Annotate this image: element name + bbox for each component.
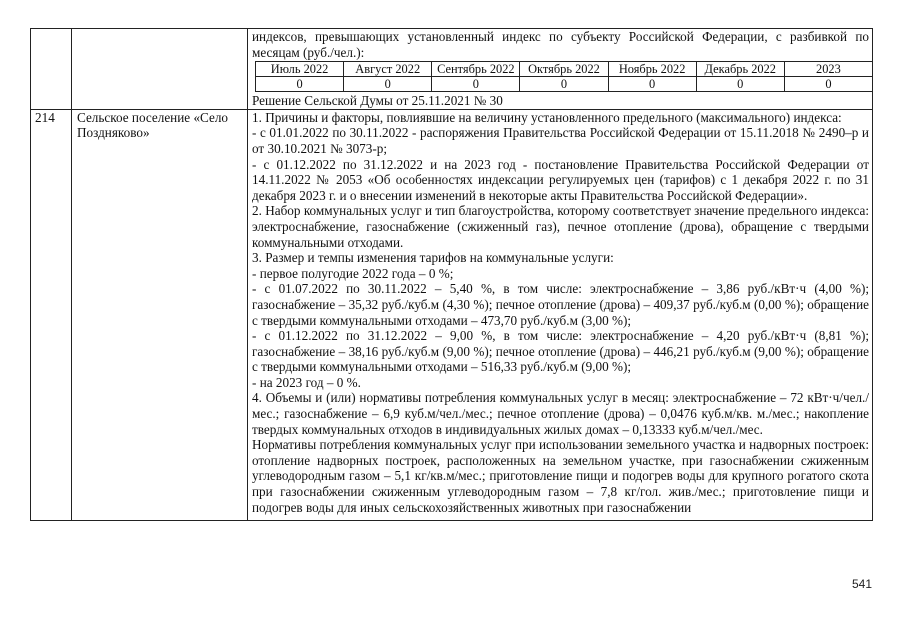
paragraph-reasons-period-1: - с 01.01.2022 по 30.11.2022 - распоряжения Правительства Российской Федерации от 15.11.2018 № 2490–р и от 30.10.2021 № 3073-р; bbox=[252, 125, 869, 156]
month-value: 0 bbox=[432, 77, 520, 92]
row-number: 214 bbox=[31, 109, 72, 520]
paragraph-services-set: 2. Набор коммунальных услуг и тип благоустройства, которому соответствует значение предельного индекса: электроснабжение, газоснабжение (сжиженный газ), печное отопление (дрова), обращение с твердыми коммунальными отходами. bbox=[252, 203, 869, 250]
paragraph-tariffs-heading: 3. Размер и темпы изменения тарифов на коммунальные услуги: bbox=[252, 250, 614, 266]
month-value: 0 bbox=[520, 77, 608, 92]
paragraph-reasons-heading: 1. Причины и факторы, повлиявшие на величину установленного предельного (максимального) индекса: bbox=[252, 109, 842, 125]
table-row-continuation bbox=[31, 29, 873, 110]
month-header: Июль 2022 bbox=[256, 62, 344, 77]
cell-bottom-spacer bbox=[252, 515, 869, 520]
paragraph-tariffs-dec-2022: - с 01.12.2022 по 31.12.2022 – 9,00 %, в том числе: электроснабжение – 4,20 руб./кВт·ч (8,81 %); газоснабжение – 38,16 руб./куб.м (9,00 %); печное отопление (дрова) – 446,21 руб./куб.м (9,00 %); обращение с твердыми коммунальными отходами – 516,33 руб./куб.м (9,00 %); bbox=[252, 328, 869, 375]
paragraph-tariffs-h1-2022: - первое полугодие 2022 года – 0 %; bbox=[252, 265, 454, 281]
month-value: 0 bbox=[784, 77, 872, 92]
table-row-214 bbox=[31, 109, 873, 520]
months-value-row bbox=[256, 77, 873, 92]
month-header: 2023 bbox=[784, 62, 872, 77]
paragraph-consumption-volumes: 4. Объемы и (или) нормативы потребления коммунальных услуг в месяц: электроснабжение – 72 кВт·ч/чел./мес.; газоснабжение – 6,9 куб.м/чел./мес.; печное отопление (дрова) – 0,0476 куб.м/кв. м./мес.; накопление твердых коммунальных отходов в индивидуальных жилых домах – 0,13333 куб.м/чел./мес. bbox=[252, 390, 869, 437]
settlement-cell-empty bbox=[72, 29, 248, 110]
paragraph-tariffs-jul-nov-2022: - с 01.07.2022 по 30.11.2022 – 5,40 %, в том числе: электроснабжение – 3,86 руб./кВт·ч (4,00 %); газоснабжение – 35,32 руб./куб.м (4,30 %); печное отопление (дрова) – 409,37 руб./куб.м (0,00 %); обращение с твердыми коммунальными отходами – 473,70 руб./куб.м (3,00 %); bbox=[252, 281, 869, 328]
settlement-name: Сельское поселение «Село Поздняково» bbox=[72, 109, 248, 520]
month-header: Сентябрь 2022 bbox=[432, 62, 520, 77]
page-number: 541 bbox=[852, 577, 873, 591]
month-header: Октябрь 2022 bbox=[520, 62, 608, 77]
months-table bbox=[255, 61, 873, 92]
month-header: Ноябрь 2022 bbox=[608, 62, 696, 77]
paragraph-tariffs-2023: - на 2023 год – 0 %. bbox=[252, 374, 361, 390]
month-value: 0 bbox=[608, 77, 696, 92]
details-cell bbox=[248, 109, 873, 520]
row-number-cell-empty bbox=[31, 29, 72, 110]
paragraph-reasons-period-2: - с 01.12.2022 по 31.12.2022 и на 2023 год - постановление Правительства Российской Федерации от 14.11.2022 № 2053 «Об особенностях индексации регулируемых цен (тарифов) с 1 декабря 2022 г. по 31 декабря 2023 г. и о внесении изменений в некоторые акты Правительства Российской Федерации». bbox=[252, 156, 869, 203]
months-header-row bbox=[256, 62, 873, 77]
details-cell-continuation bbox=[248, 29, 873, 110]
month-value: 0 bbox=[256, 77, 344, 92]
month-value: 0 bbox=[344, 77, 432, 92]
month-header: Декабрь 2022 bbox=[696, 62, 784, 77]
regulation-table bbox=[30, 28, 873, 521]
decision-text: Решение Сельской Думы от 25.11.2021 № 30 bbox=[252, 93, 503, 109]
intro-text: индексов, превышающих установленный индекс по субъекту Российской Федерации, с разбивкой по месяцам (руб./чел.): bbox=[252, 29, 869, 60]
month-header: Август 2022 bbox=[344, 62, 432, 77]
month-value: 0 bbox=[696, 77, 784, 92]
paragraph-land-plot-norms: Нормативы потребления коммунальных услуг при использовании земельного участка и надворных построек: отопление надворных построек, расположенных на земельном участке, при газоснабжении сжиженным углеводородным газом – 5,1 кг/кв.м/мес.; приготовление пищи и подогрев воды для крупного рогатого скота при газоснабжении сжиженным углеводородным газом – 7,8 кг/гол. жив./мес.; приготовление пищи и подогрев воды для иных сельскохозяйственных животных при газоснабжении bbox=[252, 437, 869, 515]
